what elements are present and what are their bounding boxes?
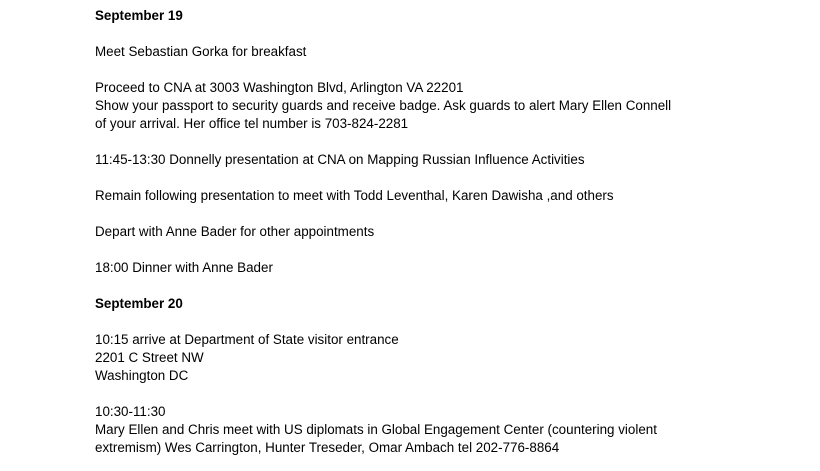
itinerary-line: Mary Ellen and Chris meet with US diplomats in Global Engagement Center (countering violent [95, 422, 657, 437]
itinerary-line: Show your passport to security guards and receive badge. Ask guards to alert Mary Ellen Connell [95, 98, 672, 113]
itinerary-line: Proceed to CNA at 3003 Washington Blvd, Arlington VA 22201 [95, 80, 464, 95]
itinerary-line: 10:15 arrive at Department of State visitor entrance [95, 332, 399, 347]
itinerary-line: 10:30-11:30 [95, 404, 166, 419]
document-body [95, 0, 795, 457]
section-heading-sep20: September 20 [95, 296, 183, 311]
itinerary-line: 2201 C Street NW [95, 350, 204, 365]
itinerary-line: Remain following presentation to meet with Todd Leventhal, Karen Dawisha ,and others [95, 188, 614, 203]
itinerary-line: Depart with Anne Bader for other appointments [95, 224, 375, 239]
itinerary-line: extremism) Wes Carrington, Hunter Treseder, Omar Ambach tel 202-776-8864 [95, 440, 560, 455]
section-heading-sep19: September 19 [95, 8, 183, 23]
itinerary-line: 18:00 Dinner with Anne Bader [95, 260, 273, 275]
itinerary-line: Meet Sebastian Gorka for breakfast [95, 44, 307, 59]
itinerary-line: of your arrival. Her office tel number is 703-824-2281 [95, 116, 409, 131]
itinerary-line: Washington DC [95, 368, 189, 383]
itinerary-line: 11:45-13:30 Donnelly presentation at CNA on Mapping Russian Influence Activities [95, 152, 585, 167]
